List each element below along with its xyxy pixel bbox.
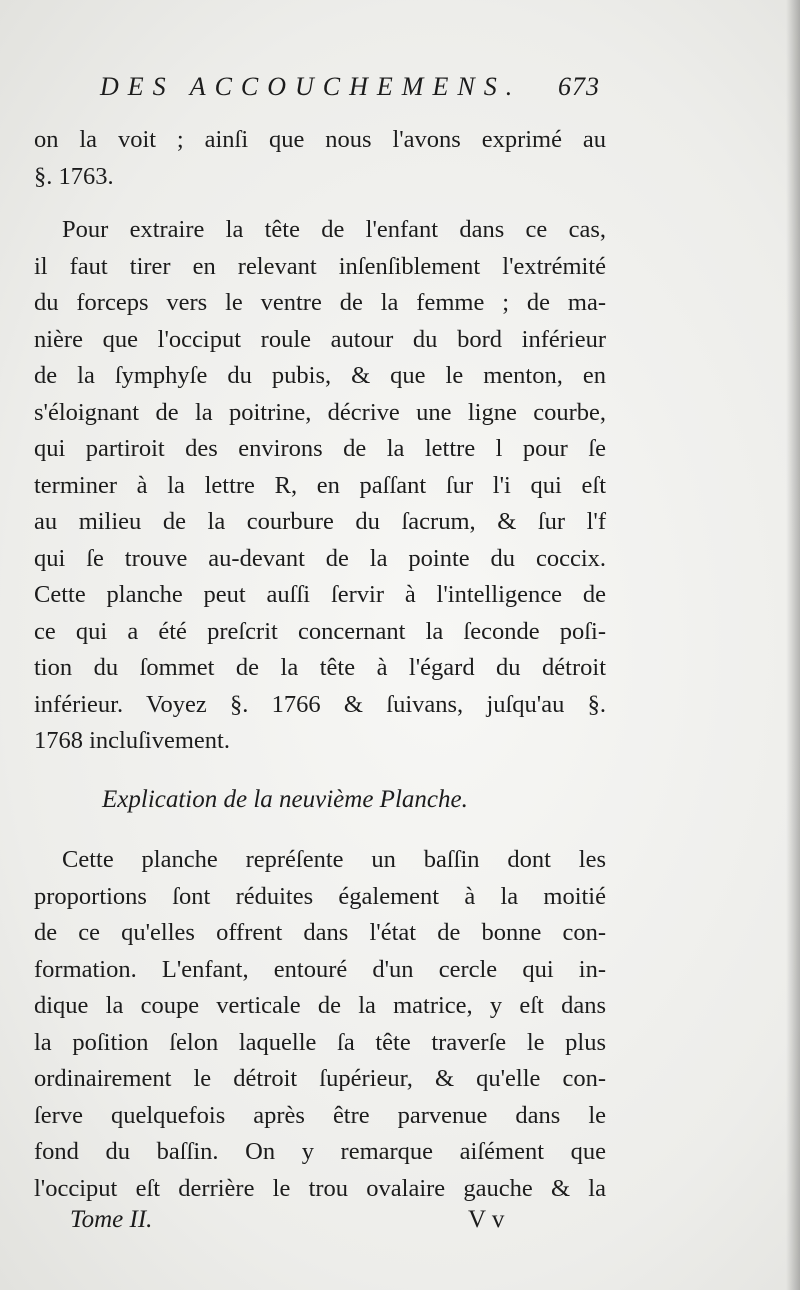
text-line: de ce qu'elles offrent dans l'état de bonne con- <box>34 919 606 946</box>
text-line: Pour extraire la tête de l'enfant dans ce cas, <box>62 216 606 243</box>
text-line: ſerve quelquefois après être parvenue dans le <box>34 1101 606 1129</box>
text-line: on la voit ; ainſi que nous l'avons exprimé au <box>34 126 606 153</box>
text-line: qui partiroit des environs de la lettre l pour ſe <box>34 435 606 462</box>
text-line: du forceps vers le ventre de la femme ; de ma- <box>34 289 606 316</box>
text-line: inférieur. Voyez §. 1766 & ſuivans, juſqu'au §. <box>34 690 606 718</box>
page-footer <box>70 1206 520 1242</box>
text-line: fond du baſſin. On y remarque aiſément que <box>34 1138 606 1165</box>
text-line: Cette planche peut auſſi ſervir à l'intelligence de <box>34 581 606 608</box>
text-line: Cette planche repréſente un baſſin dont les <box>62 846 606 873</box>
text-line: dique la coupe verticale de la matrice, y eſt dans <box>34 992 606 1019</box>
text-line: au milieu de la courbure du ſacrum, & ſur l'f <box>34 508 606 535</box>
text-line: formation. L'enfant, entouré d'un cercle qui in- <box>34 955 606 983</box>
page-number: 673 <box>558 72 600 101</box>
text-line: ce qui a été preſcrit concernant la ſeconde poſi- <box>34 617 606 645</box>
text-line: l'occiput eſt derrière le trou ovalaire gauche & la <box>34 1174 606 1202</box>
text-line: de la ſymphyſe du pubis, & que le menton, en <box>34 362 606 389</box>
running-head-title: DES ACCOUCHEMENS. <box>100 72 522 101</box>
signature-mark: V v <box>468 1206 505 1233</box>
paragraph-plate-explanation <box>34 842 606 1207</box>
text-line: proportions ſont réduites également à la moitié <box>34 882 606 910</box>
text-line: ordinairement le détroit ſupérieur, & qu'elle con- <box>34 1065 606 1092</box>
text-line: terminer à la lettre R, en paſſant ſur l'i qui eſt <box>34 471 606 499</box>
text-line: s'éloignant de la poitrine, décrive une ligne courbe, <box>34 398 606 426</box>
paragraph-extraction <box>34 212 606 760</box>
text-line: 1768 incluſivement. <box>34 727 230 754</box>
text-line: §. 1763. <box>34 162 114 190</box>
page-edge-shadow <box>786 0 800 1290</box>
running-head <box>100 72 600 112</box>
text-line: il faut tirer en relevant inſenſiblement l'extrémité <box>34 252 606 280</box>
volume-label: Tome II. <box>70 1206 153 1233</box>
text-line: qui ſe trouve au-devant de la pointe du coccix. <box>34 544 606 572</box>
paragraph-continuation <box>34 122 606 195</box>
text-line: tion du ſommet de la tête à l'égard du détroit <box>34 654 606 681</box>
text-line: nière que l'occiput roule autour du bord inférieur <box>34 325 606 353</box>
text-line: la poſition ſelon laquelle ſa tête traverſe le plus <box>34 1028 606 1056</box>
section-heading: Explication de la neuvième Planche. <box>102 786 468 813</box>
